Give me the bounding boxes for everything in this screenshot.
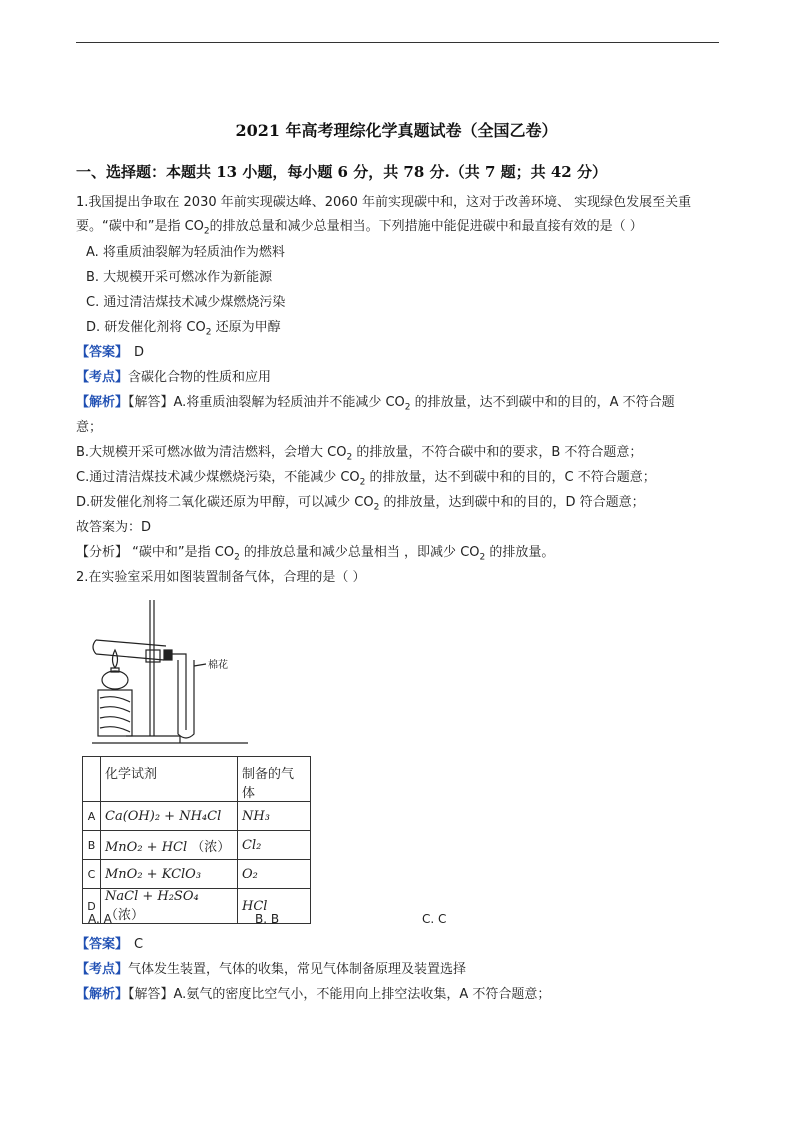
q1-option-d-text: 还原为甲醇 bbox=[211, 320, 281, 335]
table-header-gas: 制备的气体 bbox=[238, 757, 311, 802]
analysis-text: C.通过清洁煤技术减少煤燃烧污染，不能减少 CO bbox=[76, 470, 360, 485]
stand-rod bbox=[150, 600, 154, 736]
row-gas: Cl₂ bbox=[238, 831, 311, 860]
row-gas: HCl bbox=[238, 889, 311, 924]
reagent-formula: MnO₂ + HCl bbox=[105, 839, 188, 855]
row-gas: NH₃ bbox=[238, 802, 311, 831]
q1-analysis-line5 bbox=[76, 494, 645, 517]
header-rule bbox=[76, 42, 719, 43]
row-gas: O₂ bbox=[238, 860, 311, 889]
analysis-text: 的排放量，达不到碳中和的目的，A 不符合题 bbox=[410, 395, 675, 410]
q2-analysis-line1 bbox=[76, 986, 550, 1004]
row-reagent bbox=[101, 831, 238, 860]
apparatus-figure bbox=[90, 598, 250, 748]
table-header-reagent: 化学试剂 bbox=[101, 757, 238, 802]
stopper bbox=[164, 650, 172, 660]
q2-choice-c: C. C bbox=[422, 912, 447, 926]
q2-choice-a: A. A bbox=[88, 912, 112, 926]
row-letter: C bbox=[83, 860, 101, 889]
fenxi-tag: 【分析】 bbox=[76, 545, 129, 560]
fenxi-text: 的排放总量和减少总量相当 ，即减少 CO bbox=[239, 545, 480, 560]
point-value: 含碳化合物的性质和应用 bbox=[128, 370, 272, 385]
fenxi-text: “碳中和”是指 CO bbox=[128, 545, 235, 560]
table-cell-corner bbox=[83, 757, 101, 802]
analysis-text: 的排放量，不符合碳中和的要求，B 不符合题意； bbox=[352, 445, 643, 460]
analysis-text: 【解答】A.将重质油裂解为轻质油并不能减少 CO bbox=[128, 395, 405, 410]
reagent-table bbox=[82, 756, 311, 924]
subscript: 2 bbox=[346, 452, 353, 463]
q1-point bbox=[76, 369, 271, 387]
q1-analysis-line6: 故答案为：D bbox=[76, 520, 152, 535]
answer-value: D bbox=[134, 345, 145, 360]
subscript: 2 bbox=[234, 552, 240, 563]
page-title: 2021 年高考理综化学真题试卷（全国乙卷） bbox=[235, 121, 558, 140]
table-row bbox=[83, 860, 311, 889]
q1-option-d-text: D. 研发催化剂将 CO bbox=[86, 320, 206, 335]
reagent-note: （浓） bbox=[191, 839, 231, 855]
cotton-pointer bbox=[194, 664, 206, 666]
q2-choice-b: B. B bbox=[255, 912, 280, 926]
point-value: 气体发生装置，气体的收集，常见气体制备原理及装置选择 bbox=[128, 962, 467, 977]
fenxi-text: 的排放量。 bbox=[485, 545, 555, 560]
q1-analysis-line1 bbox=[76, 394, 675, 417]
q1-option-c: C. 通过清洁煤技术减少煤燃烧污染 bbox=[86, 295, 286, 310]
analysis-text: 的排放量，达到碳中和的目的，D 符合题意； bbox=[379, 495, 645, 510]
analysis-text: D.研发催化剂将二氧化碳还原为甲醇，可以减少 CO bbox=[76, 495, 374, 510]
analysis-tag: 【解析】 bbox=[76, 987, 129, 1002]
row-letter: A bbox=[83, 802, 101, 831]
q1-stem-line2 bbox=[76, 218, 643, 241]
q1-option-b: B. 大规模开采可燃冰作为新能源 bbox=[86, 270, 273, 285]
flame bbox=[113, 650, 118, 668]
q2-stem: 2.在实验室采用如图装置制备气体，合理的是（ ） bbox=[76, 570, 366, 585]
row-letter: D bbox=[83, 889, 101, 924]
section-heading: 一、选择题：本题共 13 小题，每小题 6 分，共 78 分.（共 7 题；共 42 分） bbox=[76, 163, 607, 181]
q1-option-d bbox=[86, 319, 281, 342]
q1-stem-line1: 1.我国提出争取在 2030 年前实现碳达峰、2060 年前实现碳中和，这对于改善环境、 实现绿色发展至关重 bbox=[76, 195, 692, 210]
analysis-text: 【解答】A.氨气的密度比空气小，不能用向上排空法收集，A 不符合题意； bbox=[128, 987, 551, 1002]
subscript: 2 bbox=[373, 502, 380, 513]
stand-base bbox=[126, 736, 180, 743]
analysis-text: B.大规模开采可燃冰做为清洁燃料，会增大 CO bbox=[76, 445, 347, 460]
q1-option-a: A. 将重质油裂解为轻质油作为燃料 bbox=[86, 245, 285, 260]
q1-stem-text: 的排放总量和减少总量相当。下列措施中能促进碳中和最直接有效的是（ ） bbox=[209, 219, 643, 234]
point-tag: 【考点】 bbox=[76, 370, 129, 385]
clamp bbox=[146, 650, 160, 662]
subscript: 2 bbox=[479, 552, 486, 563]
q1-answer bbox=[76, 344, 144, 362]
q1-fenxi bbox=[76, 544, 554, 567]
q2-answer bbox=[76, 936, 143, 954]
test-tube-bottom bbox=[93, 640, 96, 654]
answer-value: C bbox=[134, 937, 144, 952]
answer-tag: 【答案】 bbox=[76, 937, 129, 952]
analysis-text: 的排放量，达不到碳中和的目的，C 不符合题意； bbox=[365, 470, 656, 485]
box-shading bbox=[100, 697, 130, 732]
subscript: 2 bbox=[404, 402, 411, 413]
q1-analysis-line2: 意； bbox=[76, 420, 103, 435]
q1-analysis-line4 bbox=[76, 469, 656, 492]
row-reagent bbox=[101, 860, 238, 889]
row-reagent bbox=[101, 802, 238, 831]
row-letter: B bbox=[83, 831, 101, 860]
alcohol-lamp bbox=[102, 671, 128, 689]
subscript: 2 bbox=[359, 477, 366, 488]
answer-tag: 【答案】 bbox=[76, 345, 129, 360]
table-row bbox=[83, 831, 311, 860]
delivery-tube bbox=[172, 654, 186, 730]
subscript: 2 bbox=[203, 226, 210, 237]
table-header-row bbox=[83, 757, 311, 802]
point-tag: 【考点】 bbox=[76, 962, 129, 977]
q1-stem-text: 要。“碳中和”是指 CO bbox=[76, 219, 204, 234]
row-reagent bbox=[101, 889, 238, 924]
reagent-formula: Ca(OH)₂ + NH₄Cl bbox=[105, 808, 222, 824]
table-row bbox=[83, 802, 311, 831]
reagent-formula: MnO₂ + KClO₃ bbox=[105, 866, 202, 882]
figure-label: 棉花 bbox=[208, 660, 228, 671]
lamp-wick-holder bbox=[111, 668, 119, 672]
reagent-note: （浓） bbox=[105, 908, 145, 923]
analysis-tag: 【解析】 bbox=[76, 395, 129, 410]
q2-point bbox=[76, 961, 466, 979]
subscript: 2 bbox=[205, 327, 212, 338]
q1-analysis-line3 bbox=[76, 444, 642, 467]
reagent-formula: NaCl + H₂SO₄ bbox=[105, 889, 199, 904]
